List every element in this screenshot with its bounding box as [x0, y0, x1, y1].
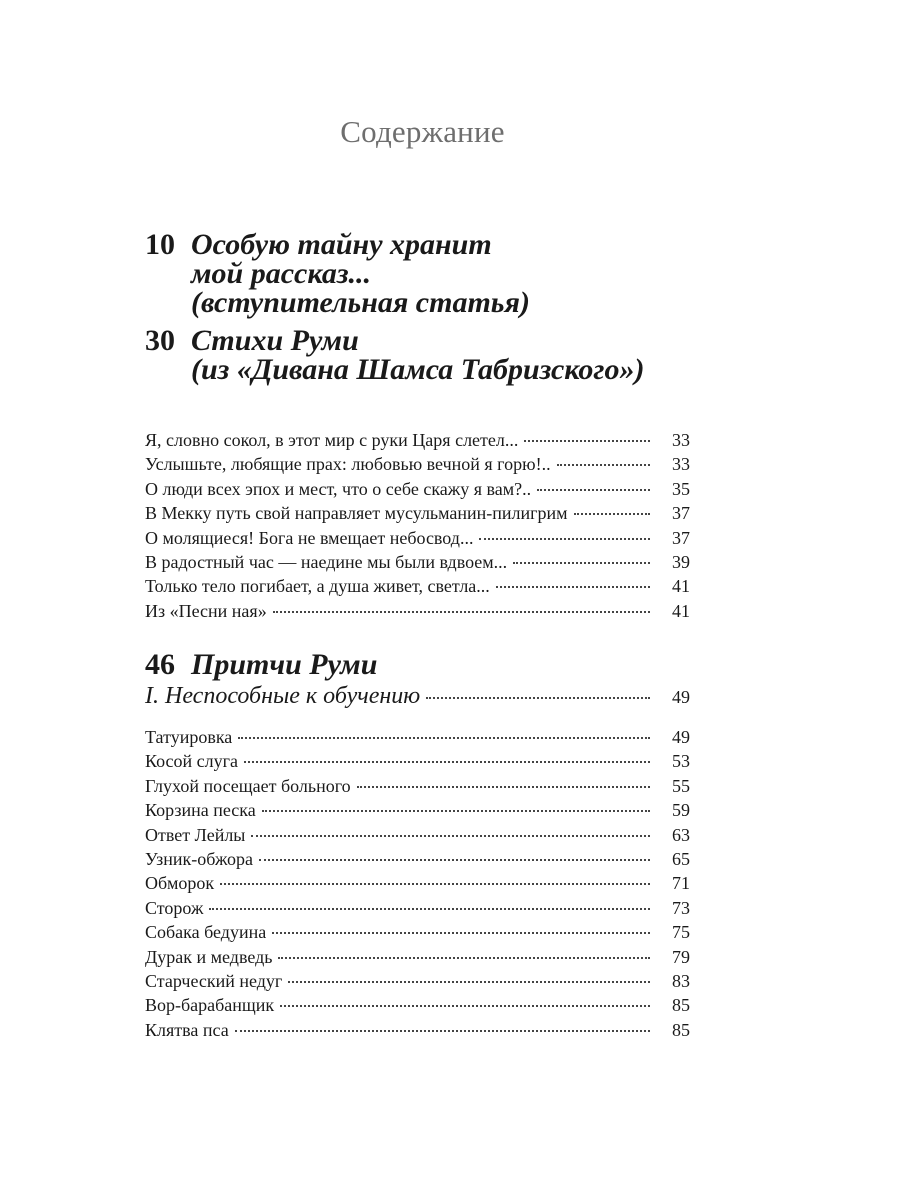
- section-page-number: 46: [145, 648, 175, 681]
- toc-entry-title: Корзина песка: [145, 800, 256, 821]
- subsection-heading[interactable]: [145, 683, 690, 710]
- dot-leader: [259, 859, 650, 861]
- toc-entry-page: 65: [672, 848, 690, 869]
- dot-leader: [524, 440, 650, 442]
- toc-entry-page: 75: [672, 922, 690, 943]
- toc-entry-title: В радостный час — наедине мы были вдвоем...: [145, 551, 508, 572]
- dot-leader: [496, 586, 650, 588]
- toc-entry-page: 49: [672, 727, 690, 747]
- dot-leader: [513, 562, 650, 564]
- section-heading-parables[interactable]: [145, 650, 377, 679]
- dot-leader: [238, 737, 650, 739]
- section-heading-poems[interactable]: [145, 326, 644, 384]
- toc-entry-title: Глухой посещает больного: [145, 775, 351, 796]
- toc-entry[interactable]: [145, 800, 690, 824]
- toc-entry-page: 39: [672, 551, 690, 572]
- toc-entry[interactable]: [145, 1020, 690, 1044]
- toc-entry[interactable]: [145, 849, 690, 873]
- toc-entry[interactable]: [145, 971, 690, 995]
- toc-entry-page: 83: [672, 970, 690, 991]
- toc-entry-page: 53: [672, 751, 690, 772]
- dot-leader: [288, 981, 650, 983]
- poems-list: [145, 430, 690, 625]
- toc-entry[interactable]: [145, 995, 690, 1019]
- dot-leader: [280, 1005, 650, 1007]
- toc-entry[interactable]: [145, 503, 690, 527]
- toc-entry[interactable]: [145, 825, 690, 849]
- section-title: Притчи Руми: [191, 648, 378, 681]
- toc-entry-page: 79: [672, 946, 690, 967]
- toc-entry-page: 33: [672, 454, 690, 475]
- parables-list: [145, 727, 690, 1044]
- dot-leader: [357, 786, 650, 788]
- toc-entry[interactable]: [145, 576, 690, 600]
- subsection-page: 49: [672, 687, 690, 707]
- section-page-number: 10: [145, 228, 175, 261]
- toc-entry-page: 71: [672, 873, 690, 894]
- dot-leader: [235, 1030, 650, 1032]
- toc-entry-page: 85: [672, 995, 690, 1016]
- toc-entry-page: 35: [672, 478, 690, 499]
- toc-entry-page: 55: [672, 775, 690, 796]
- toc-entry-page: 37: [672, 503, 690, 524]
- toc-entry-title: Косой слуга: [145, 751, 239, 772]
- toc-entry-page: 33: [672, 430, 690, 450]
- dot-leader: [537, 489, 650, 491]
- toc-entry[interactable]: [145, 751, 690, 775]
- subsection-title: I. Неспособные к обучению: [145, 683, 421, 709]
- toc-entry-page: 63: [672, 824, 690, 845]
- toc-entry[interactable]: [145, 922, 690, 946]
- toc-entry-title: Ответ Лейлы: [145, 824, 246, 845]
- section-title: Стихи Руми (из «Дивана Шамса Табризского»): [191, 324, 645, 386]
- toc-entry-page: 73: [672, 897, 690, 918]
- toc-entry[interactable]: [145, 776, 690, 800]
- dot-leader: [209, 908, 650, 910]
- toc-entry-title: Дурак и медведь: [145, 946, 273, 967]
- dot-leader: [426, 697, 650, 699]
- toc-entry-title: Вор-барабанщик: [145, 995, 275, 1016]
- toc-entry-title: О люди всех эпох и мест, что о себе скажу я вам?..: [145, 478, 532, 499]
- dot-leader: [272, 932, 650, 934]
- section-title: Особую тайну хранит мой рассказ... (вступительная статья): [191, 228, 530, 319]
- toc-entry[interactable]: [145, 479, 690, 503]
- toc-entry-title: Узник-обжора: [145, 848, 253, 869]
- dot-leader: [273, 611, 650, 613]
- toc-entry-title: Услышьте, любящие прах: любовью вечной я горю!..: [145, 454, 551, 475]
- toc-entry-page: 37: [672, 527, 690, 548]
- toc-entry-page: 41: [672, 576, 690, 597]
- toc-entry-title: Старческий недуг: [145, 970, 283, 991]
- dot-leader: [278, 957, 650, 959]
- toc-entry-title: Я, словно сокол, в этот мир с руки Царя слетел...: [145, 430, 519, 450]
- toc-entry[interactable]: [145, 947, 690, 971]
- toc-entry[interactable]: [145, 898, 690, 922]
- toc-entry-title: Клятва пса: [145, 1019, 229, 1040]
- toc-entry[interactable]: [145, 727, 690, 751]
- dot-leader: [574, 513, 650, 515]
- toc-entry-page: 85: [672, 1019, 690, 1040]
- dot-leader: [557, 464, 650, 466]
- toc-entry-title: Татуировка: [145, 727, 233, 747]
- dot-leader: [244, 761, 650, 763]
- toc-entry-page: 41: [672, 600, 690, 621]
- dot-leader: [220, 883, 650, 885]
- toc-entry-title: Собака бедуина: [145, 922, 267, 943]
- dot-leader: [251, 835, 650, 837]
- dot-leader: [479, 538, 650, 540]
- toc-entry-page: 59: [672, 800, 690, 821]
- toc-entry-title: Только тело погибает, а душа живет, светла...: [145, 576, 490, 597]
- toc-entry-title: Из «Песни ная»: [145, 600, 267, 621]
- toc-entry-title: О молящиеся! Бога не вмещает небосвод...: [145, 527, 474, 548]
- toc-entry[interactable]: [145, 873, 690, 897]
- toc-entry-title: Сторож: [145, 897, 204, 918]
- section-heading-introduction[interactable]: [145, 230, 530, 317]
- toc-entry[interactable]: [145, 552, 690, 576]
- toc-entry[interactable]: [145, 430, 690, 454]
- page-title: Содержание: [340, 114, 505, 149]
- toc-entry[interactable]: [145, 601, 690, 625]
- toc-entry[interactable]: [145, 528, 690, 552]
- section-page-number: 30: [145, 324, 175, 357]
- toc-entry[interactable]: [145, 454, 690, 478]
- toc-entry-title: Обморок: [145, 873, 215, 894]
- toc-entry-title: В Мекку путь свой направляет мусульманин-пилигрим: [145, 503, 568, 524]
- dot-leader: [262, 810, 650, 812]
